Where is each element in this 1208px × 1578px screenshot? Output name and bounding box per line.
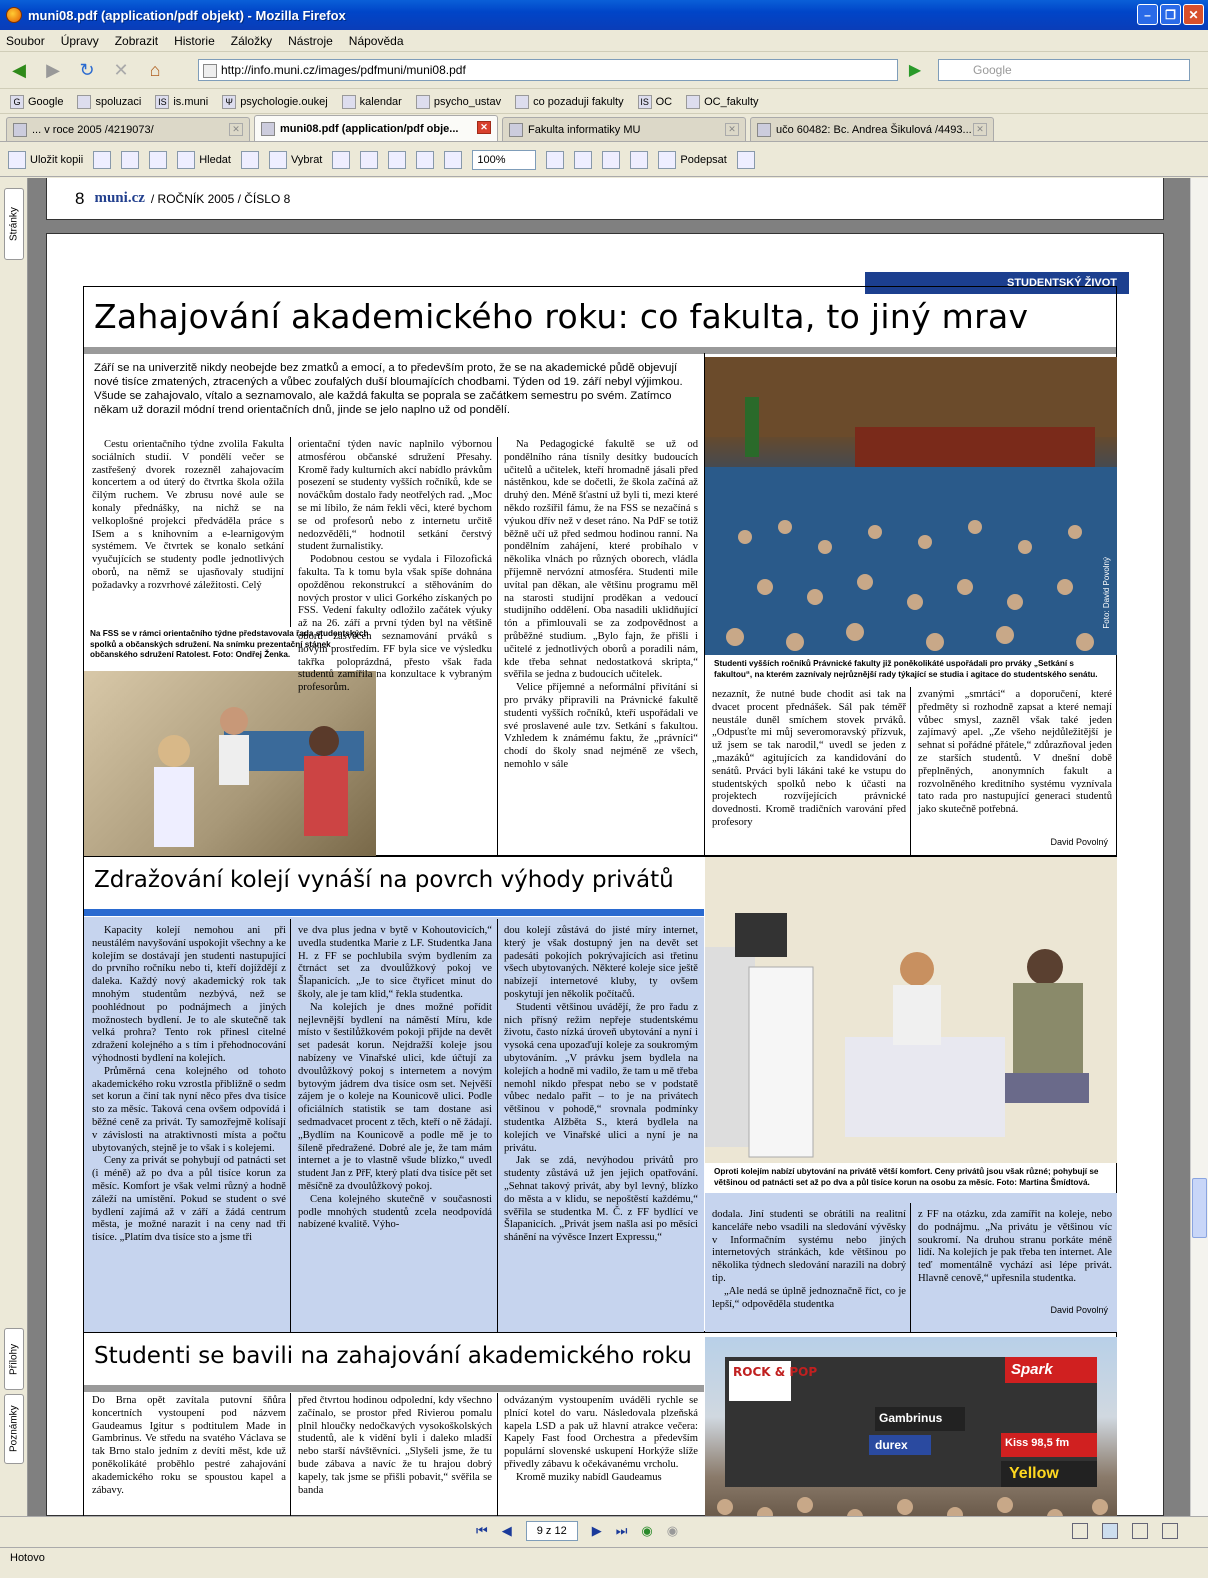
photo-credit: Foto: David Povolný [1102, 557, 1111, 629]
psi-icon: Ψ [222, 95, 236, 109]
banner-rock-pop: ROCK & POP [733, 1365, 818, 1379]
previous-page-footer [46, 178, 1164, 220]
go-button[interactable]: ▶ [908, 62, 922, 79]
bookmark-oc[interactable]: IS OC [638, 95, 673, 109]
tab-1[interactable]: ... v roce 2005 /4219073/ ✕ [6, 117, 250, 141]
page-number-input[interactable]: 9 z 12 [526, 1521, 578, 1541]
divider [290, 1393, 291, 1533]
pdf-page [46, 233, 1164, 1516]
calendar-icon [342, 95, 356, 109]
navigation-toolbar [0, 53, 1208, 89]
pen-icon [658, 151, 676, 169]
divider [290, 437, 291, 627]
page-layout-button[interactable] [574, 151, 592, 169]
single-page-icon[interactable] [1072, 1523, 1088, 1539]
email-button[interactable] [121, 151, 139, 169]
pdf-viewer [0, 178, 1208, 1516]
save-icon [8, 151, 26, 169]
tab-2-active[interactable]: muni08.pdf (application/pdf obje... ✕ [254, 115, 498, 141]
magnifier-icon [360, 151, 378, 169]
photo-fss-illustration [84, 671, 376, 857]
menu-edit[interactable]: Úpravy [60, 33, 99, 48]
article-1-column-3: Na Pedagogické fakultě se už od pondělního rána tísnily desítky budoucích učitelů a učitelek, kteří hromadně jásali před nástěnkou, kde se dočetli, že škola začíná až druhý den. Méně šťastní už byli ti, mezi které někdo rozšířil fámu, že na FSS se nezačíná s výukou dřív než v deset ráno. Na PdF se totiž běžně učí už před sedmou hodinou ranní. Na pondělním zahájení, které probíhalo v několika vlnách po různých oborech, vládla příjemně nervózní atmosféra. Studenti mile uvítal pan děkan, ale většinu programu měl na starosti studijní proděkan a vedoucí studijního oddělení. Oba nasadili uklidňující tón a přimlouvali se za zodpovědnost a průběžné studium. „Bylo fajn, že přišli i učitelé z jednotlivých oborů a poradili nám, kde třeba sehnat nedostatková skripta,“ svěřila se jedna z budoucích učitelek. Velice příjemné a neformální přivítání si pro prváky připravili na Právnické fakultě studenti vyšších ročníků, kteří uspořádali ve své proslavené aule tzv. Setkání s fakultou. Vzhledem k známému faktu, že „právníci“ chodí do školy snad nejméně ze všech, nemohlo v sále [504, 439, 698, 770]
article-2-column-3: dou kolejí zůstává do jisté míry internet, který je však dostupný jen na devět set padesáti pokojích pokrývajících asi třetinu všech ubytovaných. Některé koleje sice ještě nabízejí internetové kluby, ty ovšem poskytují jen několik počítačů. Studenti většinou uvádějí, že pro řadu z nich přísný režim nepřeje studentskému životu, často nízká úroveň ubytování a nyní i vysoká cena upozaďují koleje za soukromým ubytováním. „V právku jsem bydlela na kolejích a hodně mi vadilo, že tam u mě třeba nemohl nikdo přespat nebo se v podstatě vůbec nedalo pařit – to je na privátech většinou v pohodě,“ srovnala podmínky studentka Alžběta S., která bydlela na kolejích ve Vinařské ulici a nyní je na privátu. Jak se zdá, nevýhodou privátů pro studenty zůstává už jen jejich opatřování. „Sehnat takový privát, aby byl levný, blízko do města a v klidu, se nepoštěstí každému,“ svěřila se studentka M. Č. z FF bydlící ve Šlapanicích. „Privát jsem našla asi po měsíci shánění na vývěsce Inzert Expressu,“ [504, 925, 698, 1244]
text-cursor-icon [269, 151, 287, 169]
divider [84, 909, 704, 916]
article-3-column-2: před čtvrtou hodinou odpolední, kdy všechno začínalo, se prostor před Rivierou pomalu plnil hloučky nedočkavých vysokoškolských studentů, ale k vidění byli i daleko mladší nebo starší návštěvníci. „Slyšeli jsme, že tu bude zábava a navíc že tu hrajou dobrý kapely, tak jsme se přišli pobavit,“ svěřila se banda [298, 1395, 492, 1496]
spellcheck-icon [602, 151, 620, 169]
is-icon: IS [155, 95, 169, 109]
article-2-column-1: Kapacity kolejí nemohou ani při neustálém navyšování uspokojit všechny a ke kolejím se dostávají jen studenti nastupující do prvního ročníku nebo ti, kteří dojíždějí z daleka. Každý nový akademický rok tak mnohým studentům nezbývá, než se poohlédnout po podnájmech a jiných možnostech bydlení. Je to ale skutečně tak velká prohra? Tento rok přinesl citelné zdražení kolejného a s tím i přehodnocování výhodnosti bydlení na kolejích. Průměrná cena kolejného od tohoto akademického roku vzrostla přibližně o sedm set korun a činí tak nyní něco přes dva tisíce sto za měsíc. Taková cena ovšem odpovídá i běžné ceně za privát. Ty samozřejmě kolísají v závislosti na atraktivnosti místa a počtu ubytovaných, stejně je to však i s kolejemi. Ceny za privát se pohybují od patnácti set (i méně) až po dva a půl tisíce korun za měsíc. Komfort je však velmi různý a hodně záleží na umístění. Pokud se student o své bydlení zajímá až v září a žádá centrum města, je možné narazit i na ceny nad tři tisíce. „Platím dva tisíce sto a jsme tři [92, 925, 286, 1244]
article-2-column-2: ve dva plus jedna v bytě v Kohoutovicích,“ uvedla studentka Marie z LF. Studentka Jana H. z FF se pochlubila svým bydlením za čtrnáct set za dvoulůžkový pokoj ve Šlapanicích. „Je to sice čtyřicet minut do školy, ale je tam klid,“ řekla studentka. Na kolejích je dnes možné pořídit nejlevnější bydlení na náměstí Míru, kde místo v šestilůžkovém pokoji přijde na devět set padesát korun. Nejdražší koleje jsou nabízeny ve Vinařské ulici, kde účtují za dvoulůžkový pokoj s internetem a novým bytovým jádrem dva tisíce osm set. Nejvěší zájem je o koleje na Kounicově ulici. Podle oficiálních statistik se tam dostane asi sedmadvacet procent z těch, kteří o ně žádají. „Bydlím na Kounicově a podle mě je to šíleně předražené. Dobré ale je, že tam mám internet a je to vlastně všude blízko,“ uvedl student Jan z PřF, který platí dva tisíce pět set měsíčně za dvoulůžkový pokoj. Cena kolejného skutečně v současnosti podle mnohých studentů zcela neodpovídá nabízené kvalitě. Výho- [298, 925, 492, 1231]
close-tab-icon[interactable]: ✕ [725, 123, 739, 136]
photo-aula-illustration [705, 357, 1117, 655]
banner-gambrinus: Gambrinus [879, 1411, 943, 1425]
bookmark-psycho-ustav[interactable]: psycho_ustav [416, 95, 501, 109]
author: David Povolný [1050, 1305, 1108, 1315]
binoculars-icon [177, 151, 195, 169]
photo-aula [705, 357, 1117, 655]
go-back-view-icon[interactable]: ◉ [641, 1523, 653, 1538]
page-number: 8 [75, 188, 85, 208]
divider [910, 687, 911, 857]
last-page-icon[interactable]: ⏭ [615, 1523, 628, 1538]
comments-tab[interactable]: Poznámky [4, 1394, 24, 1464]
fit-width-icon [416, 151, 434, 169]
is-icon: IS [638, 95, 652, 109]
print-button[interactable] [93, 151, 111, 169]
photo-private-flat-illustration [705, 857, 1117, 1163]
bookmark-kalendar[interactable]: kalendar [342, 95, 402, 109]
brand-logo: muni.cz [94, 190, 145, 206]
status-text: Hotovo [10, 1552, 45, 1564]
divider [290, 919, 291, 1333]
continuous-facing-icon[interactable] [1162, 1523, 1178, 1539]
firefox-icon [6, 7, 22, 23]
internet-button[interactable] [149, 151, 167, 169]
next-page-icon[interactable]: ▶ [591, 1523, 602, 1538]
banner-spark: Spark [1011, 1361, 1053, 1378]
section-rubric: STUDENTSKÝ ŽIVOT [865, 272, 1129, 294]
save-copy-button[interactable]: Uložit kopii [8, 151, 83, 169]
article-1-title: Zahajování akademického roku: co fakulta, to jiný mrav [94, 297, 1029, 336]
menu-view[interactable]: Zobrazit [114, 33, 159, 48]
banner-kiss: Kiss 98,5 fm [1005, 1437, 1070, 1449]
tab-4[interactable]: učo 60482: Bc. Andrea Šikulová /4493... ✕ [750, 117, 994, 141]
reload-button[interactable]: ↻ [79, 60, 95, 80]
minus-icon [444, 151, 462, 169]
zoom-select[interactable]: 100% [472, 150, 536, 170]
home-button[interactable]: ⌂ [149, 60, 161, 80]
article-2-column-5: z FF na otázku, zda zamířit na koleje, nebo do podnájmu. „Na privátu je většinou víc soukromí. Na druhou stranu porkáte méně lidí. Na kolejích je pak třeba ten internet. Ale teď momentálně vychází asi lépe privát. Hlavně cenově,“ upřesnila studentka. [918, 1209, 1112, 1284]
article-1-column-4: nezaznít, že nutné bude chodit asi tak na dvacet procent přednášek. Sál pak téměř neustále duněl smíchem stovek prváků. „Odpusťte mi můj severomoravský přízvuk, už jsem se tak narodil,“ uvedl se jeden z „mazáků“ agitujících za kandidování do senátů. Prváci byli lákáni také ke vstupu do studentských spolků nebo k účasti na projektech rozvíjejících právnické dovednosti. Kromě tradičních varování před profesory [712, 689, 906, 828]
page-icon [261, 122, 275, 136]
globe-icon [416, 95, 430, 109]
close-window-button[interactable]: ✕ [1183, 4, 1204, 25]
tab-3[interactable]: Fakulta informatiky MU ✕ [502, 117, 746, 141]
status-bar [0, 1547, 1208, 1578]
bookmark-co-pozaduji[interactable]: co pozaduji fakulty [515, 95, 624, 109]
menu-bar [0, 30, 1208, 52]
bookmark-spoluzaci[interactable]: spoluzaci [77, 95, 141, 109]
article-3 [83, 1332, 1117, 1532]
page-layout-buttons [1072, 1523, 1178, 1539]
email-icon [121, 151, 139, 169]
minimize-button[interactable]: – [1137, 4, 1158, 25]
close-tab-icon[interactable]: ✕ [477, 121, 491, 134]
stop-button[interactable]: ✕ [113, 60, 129, 80]
folder-icon [515, 95, 529, 109]
spellcheck-button[interactable] [602, 151, 620, 169]
layout-icon [574, 151, 592, 169]
maximize-button[interactable]: ❐ [1160, 4, 1181, 25]
article-2-title: Zdražování kolejí vynáší na povrch výhody privátů [94, 867, 674, 893]
article-2 [83, 856, 1117, 1332]
vertical-scrollbar[interactable] [1190, 178, 1208, 1516]
tab-strip [0, 115, 1208, 142]
menu-bookmarks[interactable]: Záložky [230, 33, 273, 48]
fi-icon [509, 123, 523, 137]
article-3-title: Studenti se bavili na zahajování akademického roku [94, 1343, 692, 1369]
attachments-tab[interactable]: Přílohy [4, 1328, 24, 1390]
article-1-column-5: zvanými „smrtáci“ a doporučení, které předměty si rozhodně zapsat a které nemají vůbec smysl, zazněl však také jeden zajímavý apel. „Ze všeho nejdůležitější je sehnat si pořádné přátele,“ zdůrazňoval jeden ze starších studentů. V dnešní době přeplněných, anonymních fakult a rozvolněného kreditního systému vyznívala tato rada pro nastupující generaci studentů jako skutečně potřebná. [918, 689, 1112, 816]
facing-page-icon[interactable] [1132, 1523, 1148, 1539]
article-3-column-3: odvázaným vystoupením uváděli rychle se plnící kotel do varu. Následovala plzeňská kapela LSD a pak už hlavní atrakce večera: Kapely Fast food Orchestra a především populární slovenské uskupení Horkýže slíže přivedly zábavu k očekávanému vrcholu. Kromě muziky nabídl Gaudeamus [504, 1395, 698, 1483]
photo-concert [705, 1337, 1117, 1537]
close-tab-icon[interactable]: ✕ [973, 123, 987, 136]
menu-history[interactable]: Historie [174, 33, 215, 48]
divider [497, 1393, 498, 1533]
sign-button[interactable]: Podepsat [658, 151, 726, 169]
article-1-column-2: orientační týden navíc naplnilo výbornou atmosférou občanské sdružení Přesahy. Kromě řady kulturních akcí nabídlo právkům posezení se studenty vyšších ročníků, kde se nováčkům dostalo řady neotřelých rad. „Moc se mi líbilo, že nám řekli věci, které bychom se od profesorů nebo z internetu určitě nedozvěděli,“ hodnotil setkání čerstvý student žurnalistiky. Podobnou cestou se vydala i Filozofická fakulta. Ta k tomu byla však spíše dohnána opožděnou rekonstrukcí a stěhováním do nových prostor v ulici Gorkého získaných po FSS. Vedení fakulty odložilo začátek výuky až na 26. září a první týden byl na většině oborů zasvěcen seznamování prváků s novým prostředím. FF byla sice ve výsledku takřka poloprázdná, přesto však řada studentů zamířila na konzultace k vybraným profesorům. [298, 439, 492, 694]
pdf-toolbar [0, 143, 1208, 177]
banner-yellow: Yellow [1009, 1465, 1059, 1482]
continuous-page-icon[interactable] [1102, 1523, 1118, 1539]
fit-width-button[interactable] [416, 151, 434, 169]
pdf-navigation-bar [0, 1516, 1208, 1546]
author: David Povolný [1050, 837, 1108, 847]
scrollbar-thumb[interactable] [1192, 1178, 1207, 1238]
window-titlebar [0, 0, 1208, 30]
bookmark-google[interactable]: G Google [10, 95, 63, 109]
yahoo-button[interactable] [737, 151, 755, 169]
plus-icon [546, 151, 564, 169]
page-icon [13, 123, 27, 137]
divider [84, 1385, 704, 1392]
rotate-icon [630, 151, 648, 169]
snapshot-button[interactable] [332, 151, 350, 169]
menu-tools[interactable]: Nástroje [288, 33, 333, 48]
divider [497, 437, 498, 857]
camera-icon [332, 151, 350, 169]
divider [910, 1203, 911, 1333]
bookmark-oc-fakulty[interactable]: OC_fakulty [686, 95, 758, 109]
find-button[interactable]: Hledat [177, 151, 231, 169]
close-tab-icon[interactable]: ✕ [229, 123, 243, 136]
divider [497, 919, 498, 1333]
previous-page-icon[interactable]: ◀ [501, 1523, 512, 1538]
article-3-column-1: Do Brna opět zavítala putovní šňůra koncertních vystoupení pod názvem Gaudeamus Igitur s podtitulem Made in Gambrinus. Ve středu na svatého Václava se tak Brno stalo jedním z devíti měst, kde už poněkolikáté proběhlo pestré zahajování akademického roku se spoustou kapel a zábavy. [92, 1395, 286, 1496]
article-1-column-1: Cestu orientačního týdne zvolila Fakulta sociálních studií. V pondělí večer se zastřešený dvorek rozezněl zahajovacím koncertem a od úterý do čtvrtka škola ožila čilým ruchem. Ve zbrusu nové aule se konaly přednášky, na nichž se na velkoplošné projekci předváděla práce s ISem a s knihovním a e-learnigovým systémem. Ve čtvrtek se konalo setkání vyučujících se studenty podle jednotlivých oborů, na němž se ujasňovaly studijní požadavky a rozvrhové záležitosti. Celý [92, 439, 284, 591]
article-2-column-4: dodala. Jiní studenti se obrátili na realitní kanceláře nebo vsadili na sledování vývěsky v Informačním systému nebo jiných internetových stránkách, kde většinou po několika týdnech sledování narazili na dobrý tip. „Ale nedá se úplně jednoznačně říct, co je lepší,“ odpověděla studentka [712, 1209, 906, 1310]
bookmarks-toolbar [0, 90, 1208, 114]
zoom-in-button[interactable] [546, 151, 564, 169]
globe-icon [149, 151, 167, 169]
fit-page-button[interactable] [388, 151, 406, 169]
print-icon [93, 151, 111, 169]
back-button[interactable]: ◀ [12, 60, 26, 80]
window-title: muni08.pdf (application/pdf objekt) - Mozilla Firefox [28, 7, 346, 23]
menu-help[interactable]: Nápověda [348, 33, 404, 48]
zoom-out-button[interactable] [444, 151, 462, 169]
is-icon [757, 123, 771, 137]
google-icon: G [10, 95, 24, 109]
article-1-lead: Září se na univerzitě nikdy neobejde bez zmatků a emocí, a to především proto, že se na akademické půdě objevují nové tisíce zmatených, ztracených a vůbec zoufalých duší bloumajících chodbami. Týden od 19. září nebyl výjimkou. Všude se zahajovalo, vítalo a seznamovalo, ale každá fakulta se poprala se začátkem semestru po svém. Zatímco někam už dorazil módní trend orientačních dnů, jinde se jelo naplno už od pondělí. [94, 362, 683, 416]
folder-icon [686, 95, 700, 109]
photo-private-flat [705, 857, 1117, 1163]
pages-tab[interactable]: Stránky [4, 188, 24, 260]
hand-icon [241, 151, 259, 169]
first-page-icon[interactable]: ⏮ [476, 1523, 488, 1538]
fit-page-icon [388, 151, 406, 169]
bookmark-psychologie[interactable]: Ψ psychologie.oukej [222, 95, 327, 109]
photo-caption: Studenti vyšších ročníků Právnické fakulty již poněkolikáté uspořádali pro prváky „Setkání s fakultou“, na kterém zaznívaly nejrůznější rady týkající se studia i agitace do studentského senátu. [714, 659, 1098, 679]
photo-caption: Oproti kolejím nabízí ubytování na privátě větší komfort. Ceny privátů jsou však různé; pohybují se většinou od patnácti set až po dva a půl tisíce korun na osobu za měsíc. Foto: Martina Šmídtová. [714, 1167, 1099, 1187]
hand-tool-button[interactable] [241, 151, 259, 169]
article-1 [83, 286, 1117, 856]
bookmark-is-muni[interactable]: IS is.muni [155, 95, 208, 109]
search-input[interactable]: Google [938, 59, 1190, 81]
photo-caption: Na FSS se v rámci orientačního týdne představovala řada studentských spolků a občanských sdružení. Na snímku prezentační stánek občanského sdružení Ratolest. Foto: Ondřej Ženka. [90, 629, 369, 659]
menu-file[interactable]: Soubor [6, 33, 45, 48]
issue-meta: / ROČNÍK 2005 / ČÍSLO 8 [150, 191, 291, 206]
go-forward-view-icon[interactable]: ◉ [666, 1523, 679, 1538]
banner-durex: durex [875, 1438, 908, 1452]
forward-button[interactable]: ▶ [46, 60, 60, 80]
zoom-in-tool-button[interactable] [360, 151, 378, 169]
yahoo-icon [737, 151, 755, 169]
navigation-sidebar [0, 178, 28, 1516]
rotate-button[interactable] [630, 151, 648, 169]
globe-icon [77, 95, 91, 109]
url-bar[interactable]: http://info.muni.cz/images/pdfmuni/muni08.pdf [198, 59, 898, 81]
select-tool-button[interactable]: Vybrat [269, 151, 322, 169]
photo-fss-stand [84, 671, 376, 857]
